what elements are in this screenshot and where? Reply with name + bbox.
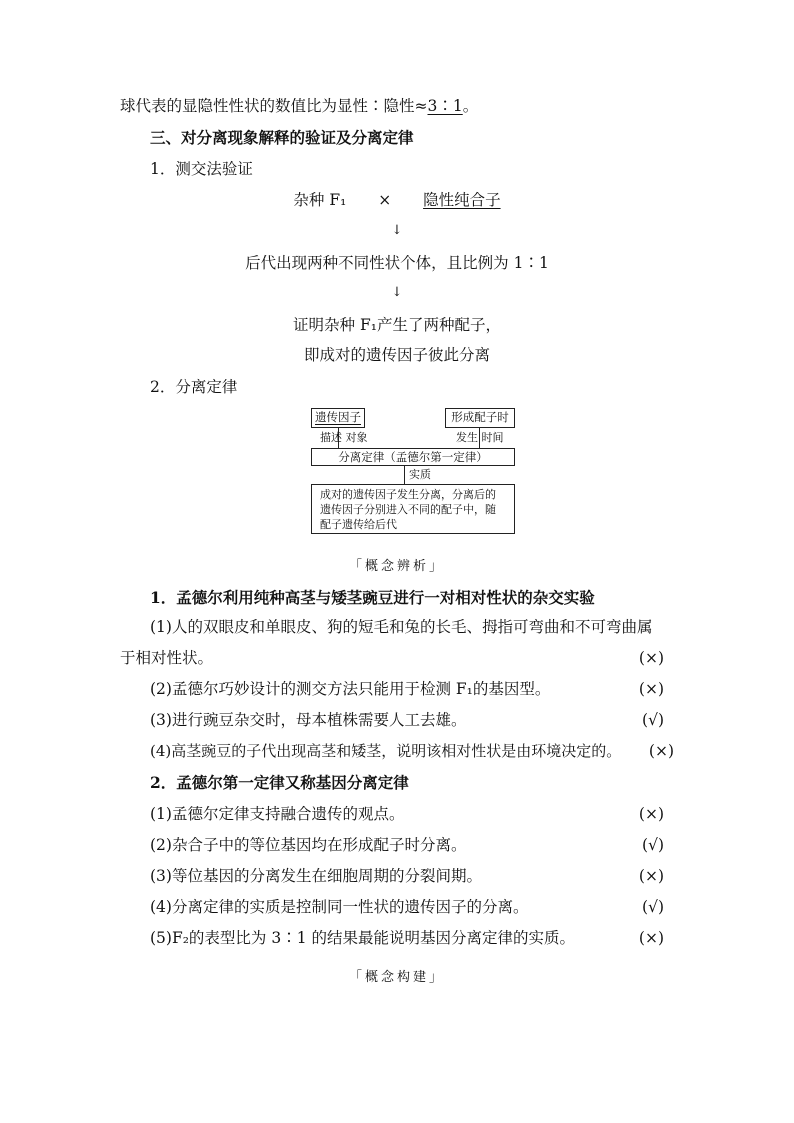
subheading-testcross: 1．测交法验证 bbox=[150, 160, 253, 178]
box-genetic-factor: 遗传因子 bbox=[311, 408, 365, 428]
q2-item-1: (1)孟德尔定律支持融合遗传的观点。 bbox=[150, 805, 405, 823]
subheading-law: 2．分离定律 bbox=[150, 378, 238, 396]
flow-result: 后代出现两种不同性状个体，且比例为 1∶1 bbox=[245, 254, 549, 272]
q2-item-4-mark: (√) bbox=[642, 898, 664, 916]
intro-text: 球代表的显隐性性状的数值比为显性∶隐性≈ bbox=[120, 97, 428, 115]
cross-operator: × bbox=[378, 191, 392, 209]
q2-item-5: (5)F₂的表型比为 3∶1 的结果最能说明基因分离定律的实质。 bbox=[150, 929, 576, 947]
down-arrow-1: ↓ bbox=[391, 223, 403, 238]
intro-ratio: 3∶1 bbox=[427, 97, 463, 115]
q1-item-1-cont: 于相对性状。 bbox=[120, 649, 214, 667]
flow-conclusion-2: 即成对的遗传因子彼此分离 bbox=[303, 346, 490, 364]
cross-line bbox=[0, 190, 794, 210]
q1-item-1-mark: (×) bbox=[638, 649, 664, 667]
q2-item-2: (2)杂合子中的等位基因均在形成配子时分离。 bbox=[150, 836, 467, 854]
box-gamete-formation: 形成配子时 bbox=[445, 408, 515, 428]
q1-item-2-mark: (×) bbox=[638, 680, 664, 698]
q1-item-1: (1)人的双眼皮和单眼皮、狗的短毛和兔的长毛、拇指可弯曲和不可弯曲属 bbox=[150, 618, 653, 636]
label-occur-time: 发生 时间 bbox=[456, 431, 504, 444]
q2-item-5-mark: (×) bbox=[638, 929, 664, 947]
q2-item-1-mark: (×) bbox=[638, 805, 664, 823]
label-essence: 实质 bbox=[409, 468, 431, 481]
q2-item-4: (4)分离定律的实质是控制同一性状的遗传因子的分离。 bbox=[150, 898, 529, 916]
q1-item-3-mark: (√) bbox=[642, 711, 664, 729]
q2-item-3-mark: (×) bbox=[638, 867, 664, 885]
label-describe-object: 描述 对象 bbox=[320, 431, 368, 444]
q2-item-3: (3)等位基因的分离发生在细胞周期的分裂间期。 bbox=[150, 867, 482, 885]
q1-item-4-mark: (×) bbox=[648, 742, 674, 760]
cross-right: 隐性纯合子 bbox=[423, 191, 501, 209]
intro-end: 。 bbox=[462, 97, 479, 115]
down-arrow-2: ↓ bbox=[391, 285, 403, 300]
flow-conclusion-1: 证明杂种 F₁产生了两种配子， bbox=[293, 316, 501, 334]
q2-title: 2．孟德尔第一定律又称基因分离定律 bbox=[150, 773, 409, 792]
q1-item-3: (3)进行豌豆杂交时，母本植株需要人工去雄。 bbox=[150, 711, 467, 729]
intro-line bbox=[120, 96, 478, 116]
cross-left: 杂种 F₁ bbox=[293, 191, 347, 209]
q2-item-2-mark: (√) bbox=[642, 836, 664, 854]
concept-build-tag: 「概念构建」 bbox=[348, 970, 445, 985]
q1-title: 1．孟德尔利用纯种高茎与矮茎豌豆进行一对相对性状的杂交实验 bbox=[150, 588, 595, 607]
q1-item-2: (2)孟德尔巧妙设计的测交方法只能用于检测 F₁的基因型。 bbox=[150, 680, 551, 698]
box-segregation-law: 分离定律（孟德尔第一定律） bbox=[311, 448, 515, 466]
concept-analysis-tag: 「概念辨析」 bbox=[348, 559, 445, 574]
box-essence: 成对的遗传因子发生分离，分离后的遗传因子分别进入不同的配子中，随配子遗传给后代 bbox=[311, 484, 515, 534]
connector-essence bbox=[404, 466, 405, 484]
section-heading: 三、对分离现象解释的验证及分离定律 bbox=[150, 128, 414, 147]
q1-item-4: (4)高茎豌豆的子代出现高茎和矮茎，说明该相对性状是由环境决定的。 bbox=[150, 742, 622, 760]
